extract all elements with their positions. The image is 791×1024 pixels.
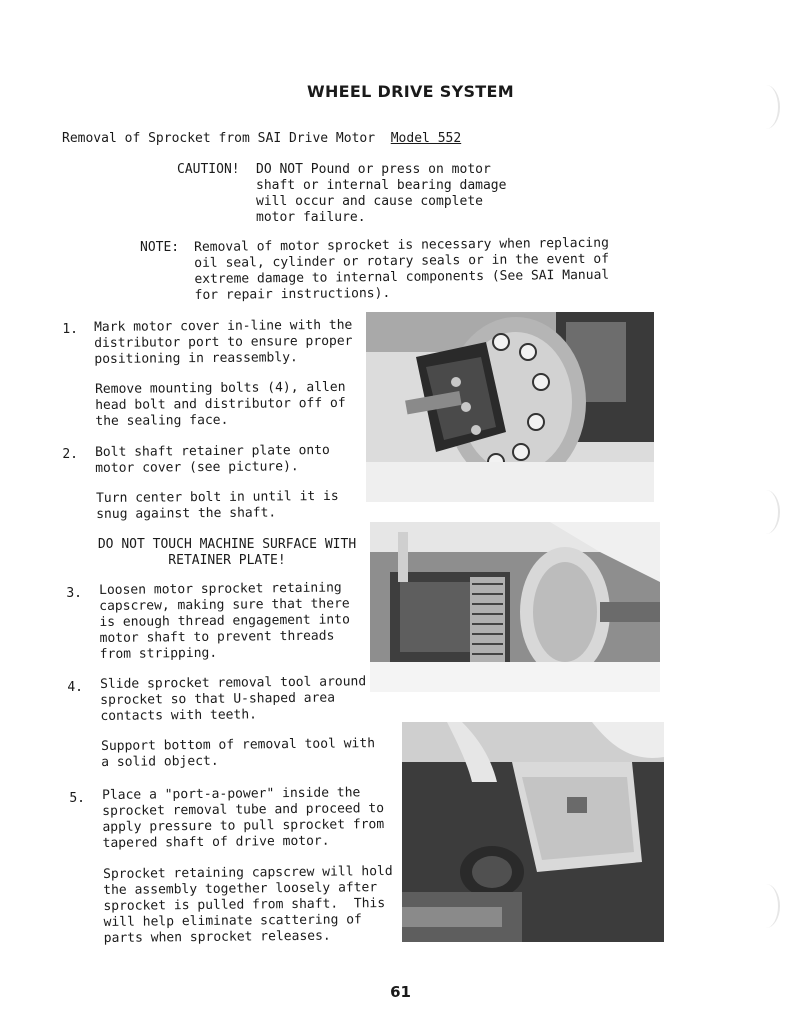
step-3-text: Loosen motor sprocket retaining capscrew, making sure that there is enough thread engagement into motor shaft to prevent threads from stripping. [99, 580, 350, 662]
binder-hole-mark [752, 884, 780, 928]
photo-sprocket-removal [402, 722, 664, 942]
warning-text: DO NOT TOUCH MACHINE SURFACE WITH RETAINER PLATE! [97, 537, 357, 568]
model-number: Model 552 [390, 131, 462, 146]
step-number: 1. [62, 322, 78, 337]
subtitle-text: Removal of Sprocket from SAI Drive Motor [62, 131, 376, 146]
step-number: 4. [67, 680, 83, 695]
binder-hole-mark [752, 490, 780, 534]
note-label: NOTE: [140, 240, 180, 255]
note-text: Removal of motor sprocket is necessary when replacing oil seal, cylinder or rotary seals or in the event of extreme damage to internal components (See SAI Manual for repair instructions). [194, 235, 610, 303]
step-1-extra: Remove mounting bolts (4), allen head bolt and distributor off of the sealing face. [95, 379, 346, 429]
page-title: WHEEL DRIVE SYSTEM [307, 82, 514, 101]
photo-sprocket-removal-image [402, 722, 664, 942]
step-2-extra: Turn center bolt in until it is snug against the shaft. [96, 488, 339, 522]
step-5-text: Place a "port-a-power" inside the sprocket removal tube and proceed to apply pressure to pull sprocket from tapered shaft of drive motor. [102, 785, 385, 851]
caution-text: DO NOT Pound or press on motor shaft or internal bearing damage will occur and cause complete motor failure. [256, 162, 507, 225]
page-number: 61 [390, 983, 411, 1001]
step-2-text: Bolt shaft retainer plate onto motor cover (see picture). [95, 442, 330, 476]
step-number: 3. [66, 586, 82, 601]
photo-retainer-plate-image [370, 522, 660, 692]
step-4-text: Slide sprocket removal tool around sprocket so that U-shaped area contacts with teeth. [100, 674, 367, 724]
section-subtitle [62, 131, 461, 147]
step-4-extra: Support bottom of removal tool with a solid object. [101, 736, 376, 770]
step-1-text: Mark motor cover in-line with the distributor port to ensure proper positioning in reassembly. [94, 317, 353, 367]
step-number: 2. [62, 447, 78, 462]
photo-retainer-plate [370, 522, 660, 692]
binder-hole-mark [752, 85, 780, 129]
photo-motor-distributor [366, 312, 654, 502]
step-number: 5. [69, 791, 85, 806]
photo-motor-distributor-image [366, 312, 654, 502]
step-5-extra: Sprocket retaining capscrew will hold the assembly together loosely after sprocket is pulled from shaft. This will help eliminate scattering of parts when sprocket releases. [103, 863, 393, 946]
caution-label: CAUTION! [177, 162, 240, 177]
